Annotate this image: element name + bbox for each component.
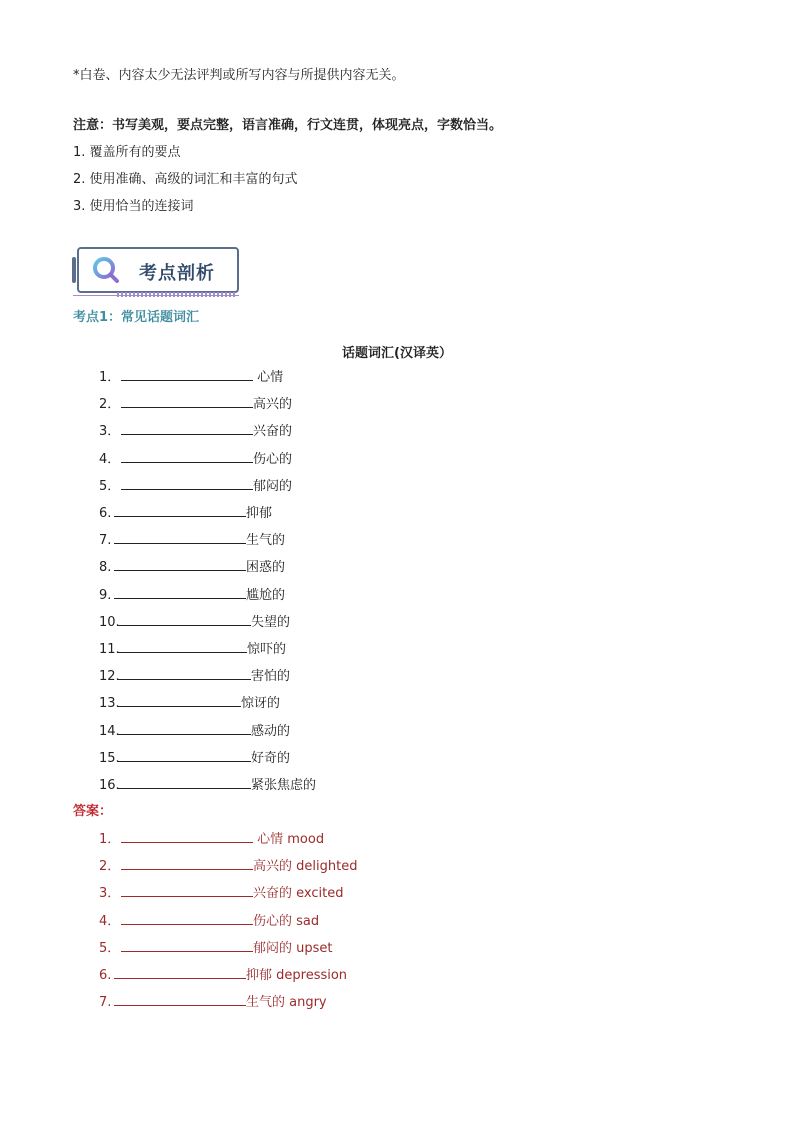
section-badge <box>73 243 241 299</box>
item-number: 8. <box>99 560 112 576</box>
vocab-row <box>99 667 290 686</box>
vocab-row <box>99 586 285 605</box>
answer-blank[interactable] <box>121 830 253 843</box>
chinese-word: 紧张焦虑的 <box>251 778 317 793</box>
answer-blank[interactable] <box>117 749 251 762</box>
answer-blank[interactable] <box>114 558 246 571</box>
item-number: 10. <box>99 614 120 630</box>
item-number: 9. <box>99 587 112 603</box>
item-number: 7. <box>99 995 112 1011</box>
answer-blank[interactable] <box>121 368 253 381</box>
answers-label: 答案： <box>73 804 113 819</box>
vocab-row <box>99 640 286 659</box>
answer-row <box>99 857 357 876</box>
chinese-word: 好奇的 <box>251 750 291 766</box>
chinese-word: 心情 <box>253 370 284 385</box>
answer-blank[interactable] <box>114 531 246 544</box>
item-number: 12. <box>99 669 120 685</box>
answer-blank[interactable] <box>114 966 246 979</box>
answer-blank[interactable] <box>117 613 251 626</box>
answer-row <box>99 884 343 903</box>
vocab-row <box>99 504 272 523</box>
answer-text: 郁闷的 upset <box>253 940 333 956</box>
magnifier-icon <box>91 255 121 285</box>
chinese-word: 生气的 <box>246 533 286 549</box>
vocab-row <box>99 422 292 441</box>
answer-row <box>99 939 333 958</box>
answer-text: 抑郁 depression <box>246 968 348 983</box>
item-number: 15. <box>99 750 120 766</box>
chinese-word: 害怕的 <box>251 669 291 685</box>
answer-blank[interactable] <box>121 857 253 870</box>
intro-line: *白卷、内容太少无法评判或所写内容与所提供内容无关。 <box>73 68 405 83</box>
vocab-row <box>99 776 316 795</box>
item-number: 2． <box>99 397 121 413</box>
chinese-word: 感动的 <box>251 723 291 739</box>
chinese-word: 高兴的 <box>253 397 293 413</box>
answer-blank[interactable] <box>117 776 251 789</box>
answer-text: 生气的 angry <box>246 995 327 1011</box>
chinese-word: 惊讶的 <box>241 696 281 712</box>
answer-row <box>99 830 324 849</box>
answer-blank[interactable] <box>121 422 253 435</box>
answer-blank[interactable] <box>121 477 253 490</box>
item-number: 11. <box>99 642 120 657</box>
item-number: 7. <box>99 533 112 549</box>
chinese-word: 郁闷的 <box>253 478 293 494</box>
item-number: 4． <box>99 913 121 929</box>
vocab-row <box>99 694 280 713</box>
answer-text: 高兴的 delighted <box>253 859 358 875</box>
answer-text: 兴奋的 excited <box>253 886 344 902</box>
answer-blank[interactable] <box>121 395 253 408</box>
answer-blank[interactable] <box>121 912 253 925</box>
chinese-word: 兴奋的 <box>253 424 293 440</box>
answer-row <box>99 912 319 931</box>
section-title: 考点1：常见话题词汇 <box>73 310 200 325</box>
answer-blank[interactable] <box>114 504 246 517</box>
answer-blank[interactable] <box>117 722 251 735</box>
vocab-row <box>99 395 292 414</box>
point-1: 1. 覆盖所有的要点 <box>73 145 181 160</box>
chinese-word: 失望的 <box>251 614 291 630</box>
answer-row <box>99 993 327 1012</box>
section-subtitle: 话题词汇(汉译英） <box>342 346 452 361</box>
item-number: 6. <box>99 968 112 983</box>
notice-line: 注意：书写美观，要点完整，语言准确，行文连贯，体现亮点，字数恰当。 <box>73 118 503 133</box>
answer-blank[interactable] <box>117 694 241 707</box>
chinese-word: 抑郁 <box>246 506 273 521</box>
item-number: 1． <box>99 370 121 385</box>
answer-blank[interactable] <box>117 667 251 680</box>
item-number: 2． <box>99 859 121 875</box>
vocab-row <box>99 450 292 469</box>
item-number: 13. <box>99 696 120 712</box>
answer-row <box>99 966 347 985</box>
point-3: 3. 使用恰当的连接词 <box>73 199 194 214</box>
answer-blank[interactable] <box>121 884 253 897</box>
answer-blank[interactable] <box>121 450 253 463</box>
vocab-row <box>99 531 285 550</box>
answer-text: 心情 mood <box>253 832 325 847</box>
answer-blank[interactable] <box>121 939 253 952</box>
item-number: 1． <box>99 832 121 847</box>
vocab-row <box>99 558 285 577</box>
vocab-row <box>99 368 283 387</box>
chinese-word: 惊吓的 <box>247 642 287 657</box>
chinese-word: 困惑的 <box>246 560 286 576</box>
item-number: 3． <box>99 886 121 902</box>
answer-blank[interactable] <box>114 586 246 599</box>
item-number: 16. <box>99 778 120 793</box>
item-number: 6. <box>99 506 112 521</box>
item-number: 5． <box>99 940 121 956</box>
vocab-row <box>99 477 292 496</box>
item-number: 4． <box>99 451 121 467</box>
vocab-row <box>99 722 290 741</box>
answer-blank[interactable] <box>114 993 246 1006</box>
answer-text: 伤心的 sad <box>253 913 320 929</box>
item-number: 14. <box>99 723 120 739</box>
vocab-row <box>99 749 290 768</box>
chinese-word: 尴尬的 <box>246 587 286 603</box>
point-2: 2. 使用准确、高级的词汇和丰富的句式 <box>73 172 298 187</box>
answer-blank[interactable] <box>117 640 247 653</box>
chinese-word: 伤心的 <box>253 451 293 467</box>
item-number: 5． <box>99 478 121 494</box>
item-number: 3． <box>99 424 121 440</box>
vocab-row <box>99 613 290 632</box>
badge-label: 考点剖析 <box>139 263 215 284</box>
